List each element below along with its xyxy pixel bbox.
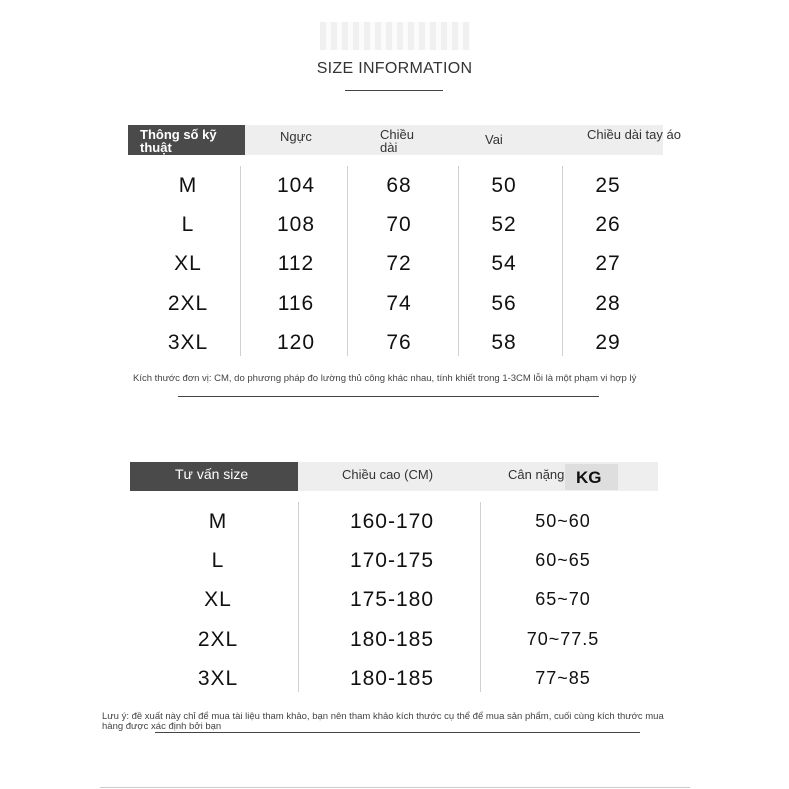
height-cell: 180-185 xyxy=(349,666,435,690)
spec-header-label: Thông số kỹ thuật xyxy=(128,125,245,155)
shoulder-cell: 54 xyxy=(491,252,517,276)
length-cell: 70 xyxy=(386,213,412,237)
spec-sizes-column xyxy=(148,166,228,362)
height-cell: 160-170 xyxy=(349,510,435,533)
spec-divider xyxy=(562,166,563,356)
weight-cell: 65~70 xyxy=(535,589,591,610)
size-cell: 2XL xyxy=(197,627,239,651)
shoulder-cell: 58 xyxy=(491,330,517,354)
advice-col-height: Chiều cao (CM) xyxy=(342,467,434,482)
advice-height-column xyxy=(327,502,457,698)
length-cell: 72 xyxy=(386,252,412,276)
size-cell: 3XL xyxy=(167,330,209,354)
spec-col-sleeve: Chiều dài tay áo xyxy=(587,127,681,142)
chest-cell: 108 xyxy=(276,213,316,237)
size-cell: XL xyxy=(174,252,202,276)
advice-note-rule xyxy=(155,732,640,733)
weight-unit-badge: KG xyxy=(565,464,618,490)
weight-cell: 70~77.5 xyxy=(526,628,600,649)
advice-divider xyxy=(298,502,299,692)
spec-sleeve-column xyxy=(568,166,648,362)
length-cell: 76 xyxy=(386,330,412,354)
sleeve-cell: 26 xyxy=(595,213,621,237)
shoulder-cell: 52 xyxy=(491,213,517,237)
sleeve-cell: 29 xyxy=(595,330,621,354)
title-underline xyxy=(345,90,443,91)
spec-shoulder-column xyxy=(464,166,544,362)
sleeve-cell: 28 xyxy=(595,291,621,315)
spec-col-shoulder: Vai xyxy=(485,132,503,147)
sleeve-cell: 25 xyxy=(595,174,621,197)
chest-cell: 104 xyxy=(276,174,316,197)
chest-cell: 116 xyxy=(277,291,315,315)
footer-divider xyxy=(100,787,690,788)
spec-col-length: Chiều dài xyxy=(380,127,414,155)
spec-divider xyxy=(240,166,241,356)
shoulder-cell: 56 xyxy=(491,291,517,315)
spec-chest-column xyxy=(256,166,336,362)
spec-divider xyxy=(458,166,459,356)
size-cell: L xyxy=(181,213,195,237)
advice-col-weight: Cân nặng xyxy=(508,467,565,482)
advice-sizes-column xyxy=(178,502,258,698)
weight-cell: 60~65 xyxy=(535,550,591,571)
brand-logo-watermark xyxy=(320,22,470,50)
spec-divider xyxy=(347,166,348,356)
spec-length-column xyxy=(359,166,439,362)
advice-note: Lưu ý: đề xuất này chỉ để mua tài liệu tham khảo, bạn nên tham khảo kích thước cụ thể để mua sản phẩm, cuối cùng kích thước mua hàng được xác định bởi bạn xyxy=(102,711,664,732)
spec-col-chest: Ngực xyxy=(280,129,312,144)
size-cell: M xyxy=(208,510,228,533)
spec-note: Kích thước đơn vị: CM, do phương pháp đo lường thủ công khác nhau, tính khiết trong 1-3CM lỗi là một phạm vi hợp lý xyxy=(133,373,637,384)
size-cell: 2XL xyxy=(167,291,209,315)
height-cell: 170-175 xyxy=(349,549,435,573)
advice-divider xyxy=(480,502,481,692)
height-cell: 175-180 xyxy=(349,588,435,612)
weight-cell: 50~60 xyxy=(535,511,591,531)
spec-note-rule xyxy=(178,396,599,397)
page-title: SIZE INFORMATION xyxy=(316,60,473,77)
advice-header-label: Tư vấn size xyxy=(130,462,298,491)
height-cell: 180-185 xyxy=(349,627,435,651)
size-cell: 3XL xyxy=(197,666,239,690)
shoulder-cell: 50 xyxy=(491,174,517,197)
size-cell: L xyxy=(211,549,225,573)
size-cell: XL xyxy=(204,588,232,612)
length-cell: 74 xyxy=(386,291,412,315)
chest-cell: 112 xyxy=(277,252,315,276)
weight-cell: 77~85 xyxy=(535,667,591,688)
sleeve-cell: 27 xyxy=(595,252,621,276)
chest-cell: 120 xyxy=(276,330,316,354)
size-cell: M xyxy=(178,174,198,197)
length-cell: 68 xyxy=(386,174,412,197)
advice-weight-column xyxy=(508,502,618,698)
